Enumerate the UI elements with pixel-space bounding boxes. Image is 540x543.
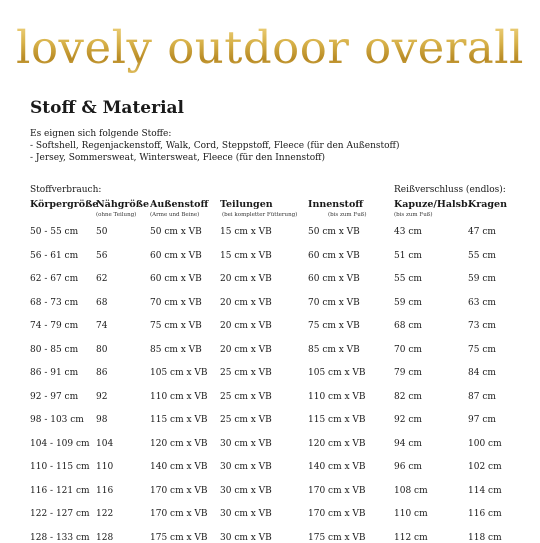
table-cell: 30 cm x VB: [220, 509, 272, 519]
table-cell: 86 - 91 cm: [30, 368, 79, 378]
stoffverbrauch-label: Stoffverbrauch:: [30, 185, 102, 195]
table-cell: 118 cm: [468, 532, 502, 543]
table-cell: 60 cm x VB: [150, 250, 202, 261]
table-cell: 140 cm x VB: [150, 462, 208, 472]
table-cell: 85 cm x VB: [150, 344, 202, 355]
intro-line: Es eignen sich folgende Stoffe:: [30, 129, 172, 139]
table-cell: 170 cm x VB: [308, 509, 366, 519]
table-cell: 63 cm: [468, 297, 496, 308]
table-cell: 68 cm: [394, 321, 422, 331]
table-cell: 25 cm x VB: [220, 368, 272, 378]
table-cell: 114 cm: [468, 485, 502, 496]
table-cell: 74 - 79 cm: [30, 321, 79, 331]
table-cell: 110: [96, 462, 114, 472]
table-cell: 56: [96, 250, 108, 261]
table-cell: 60 cm x VB: [150, 274, 202, 284]
table-cell: 116: [96, 485, 114, 496]
column-header: Körpergröße: [30, 199, 99, 210]
table-cell: 59 cm: [394, 297, 422, 308]
table-cell: 98 - 103 cm: [30, 415, 84, 425]
column-subheader: (bis zum Fuß): [394, 212, 433, 218]
column-header: Kapuze/Halsb.: [394, 199, 471, 210]
table-cell: 92 cm: [394, 415, 422, 425]
table-cell: 50 cm x VB: [150, 227, 202, 237]
column-header: Außenstoff: [150, 199, 209, 210]
column-header: Teilungen: [220, 199, 273, 210]
table-cell: 105 cm x VB: [150, 368, 208, 378]
table-cell: 112 cm: [394, 532, 428, 543]
table-cell: 116 cm: [468, 509, 502, 519]
table-cell: 47 cm: [468, 227, 496, 237]
table-cell: 85 cm x VB: [308, 344, 360, 355]
table-cell: 122: [96, 509, 114, 519]
table-cell: 105 cm x VB: [308, 368, 366, 378]
table-cell: 170 cm x VB: [308, 485, 366, 496]
table-cell: 75 cm: [468, 344, 496, 355]
table-cell: 68 - 73 cm: [30, 297, 79, 308]
table-cell: 79 cm: [394, 368, 422, 378]
table-cell: 20 cm x VB: [220, 297, 272, 308]
table-cell: 87 cm: [468, 391, 496, 402]
table-cell: 20 cm x VB: [220, 344, 272, 355]
table-cell: 80: [96, 344, 108, 355]
table-cell: 175 cm x VB: [150, 532, 208, 543]
table-cell: 122 - 127 cm: [30, 509, 90, 519]
column-subheader: (Arme und Beine): [150, 212, 200, 218]
column-header: Innenstoff: [308, 199, 364, 210]
table-cell: 92 - 97 cm: [30, 391, 79, 402]
intro-text: [30, 128, 399, 164]
table-cell: 128: [96, 532, 114, 543]
table-cell: 104 - 109 cm: [30, 438, 90, 449]
intro-line: - Softshell, Regenjackenstoff, Walk, Cord, Steppstoff, Fleece (für den Außenstoff): [30, 141, 400, 151]
table-cell: 110 cm x VB: [308, 391, 366, 402]
table-cell: 110 - 115 cm: [30, 462, 90, 472]
table-cell: 25 cm x VB: [220, 415, 272, 425]
table-cell: 128 - 133 cm: [30, 532, 90, 543]
table-cell: 70 cm x VB: [150, 297, 202, 308]
table-cell: 50: [96, 227, 108, 237]
table-cell: 55 cm: [394, 274, 422, 284]
column-subheader: (ohne Teilung): [96, 212, 137, 218]
section-heading: Stoff & Material: [30, 98, 184, 118]
table-cell: 94 cm: [394, 438, 422, 449]
table-cell: 115 cm x VB: [308, 415, 366, 425]
table-cell: 73 cm: [468, 321, 496, 331]
table-cell: 82 cm: [394, 391, 422, 402]
table-cell: 120 cm x VB: [150, 438, 208, 449]
table-cell: 30 cm x VB: [220, 438, 272, 449]
table-cell: 110 cm: [394, 509, 428, 519]
table-cell: 108 cm: [394, 485, 428, 496]
table-cell: 74: [96, 321, 108, 331]
table-cell: 60 cm x VB: [308, 274, 360, 284]
table-cell: 56 - 61 cm: [30, 250, 79, 261]
column-header: Nähgröße: [96, 199, 149, 210]
table-cell: 51 cm: [394, 250, 422, 261]
table-cell: 110 cm x VB: [150, 391, 208, 402]
table-cell: 80 - 85 cm: [30, 344, 79, 355]
table-cell: 98: [96, 415, 108, 425]
column-subheader: (bei kompletter Fütterung): [222, 212, 298, 218]
table-cell: 75 cm x VB: [150, 321, 202, 331]
table-cell: 92: [96, 391, 108, 402]
table-cell: 104: [96, 438, 114, 449]
table-cell: 102 cm: [468, 462, 502, 472]
table-cell: 30 cm x VB: [220, 485, 272, 496]
table-cell: 100 cm: [468, 438, 502, 449]
table-cell: 30 cm x VB: [220, 462, 272, 472]
table-cell: 59 cm: [468, 274, 496, 284]
table-cell: 70 cm x VB: [308, 297, 360, 308]
table-cell: 15 cm x VB: [220, 250, 272, 261]
table-cell: 75 cm x VB: [308, 321, 360, 331]
table-cell: 97 cm: [468, 415, 496, 425]
table-cell: 60 cm x VB: [308, 250, 360, 261]
table-cell: 120 cm x VB: [308, 438, 366, 449]
table-cell: 170 cm x VB: [150, 485, 208, 496]
table-cell: 140 cm x VB: [308, 462, 366, 472]
table-cell: 62: [96, 274, 108, 284]
table-cell: 68: [96, 297, 108, 308]
table-cell: 115 cm x VB: [150, 415, 208, 425]
table-cell: 43 cm: [394, 227, 422, 237]
table-cell: 55 cm: [468, 250, 496, 261]
table-cell: 84 cm: [468, 368, 496, 378]
table-cell: 170 cm x VB: [150, 509, 208, 519]
reissverschluss-label: Reißverschluss (endlos):: [394, 185, 506, 195]
column-subheader: (bis zum Fuß): [328, 212, 367, 218]
table-cell: 15 cm x VB: [220, 227, 272, 237]
table-cell: 96 cm: [394, 462, 422, 472]
table-cell: 70 cm: [394, 344, 422, 355]
table-cell: 25 cm x VB: [220, 391, 272, 402]
table-cell: 62 - 67 cm: [30, 274, 79, 284]
column-header: Kragen: [468, 199, 508, 210]
intro-line: - Jersey, Sommersweat, Wintersweat, Fleece (für den Innenstoff): [30, 153, 326, 163]
table-cell: 86: [96, 368, 108, 378]
page-title: lovely outdoor overall: [0, 20, 540, 76]
table-cell: 50 - 55 cm: [30, 227, 79, 237]
table-cell: 20 cm x VB: [220, 274, 272, 284]
table-cell: 175 cm x VB: [308, 532, 366, 543]
table-cell: 30 cm x VB: [220, 532, 272, 543]
table-cell: 50 cm x VB: [308, 227, 360, 237]
table-cell: 20 cm x VB: [220, 321, 272, 331]
table-cell: 116 - 121 cm: [30, 485, 90, 496]
